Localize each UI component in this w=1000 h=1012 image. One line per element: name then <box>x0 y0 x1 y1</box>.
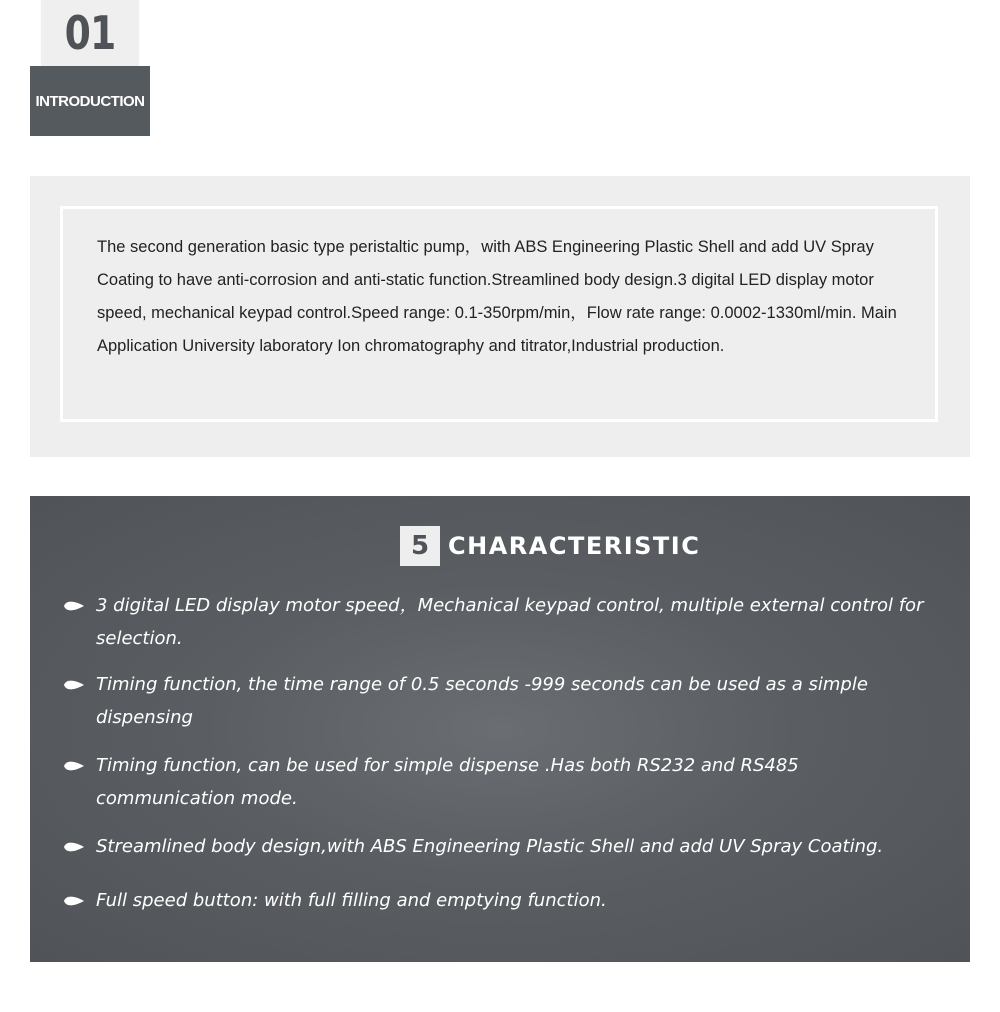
feature-item <box>96 884 926 917</box>
feature-text: Full speed button: with full filling and emptying function. <box>96 890 607 911</box>
feature-text: Timing function, can be used for simple dispense .Has both RS232 and RS485 communication mode. <box>96 755 799 809</box>
feature-item <box>96 589 926 655</box>
feature-item <box>96 668 926 734</box>
section-badge <box>30 0 150 136</box>
leaf-bullet-icon <box>63 841 85 853</box>
introduction-text: The second generation basic type peristaltic pump，with ABS Engineering Plastic Shell and add UV Spray Coating to have anti-corrosion and anti-static function.Streamlined body design.3 digital LED display motor speed, mechanical keypad control.Speed range: 0.1-350rpm/min，Flow rate range: 0.0002-1330ml/min. Main Application University laboratory Ion chromatography and titrator,Industrial production. <box>97 238 897 355</box>
introduction-panel <box>30 176 970 457</box>
characteristic-heading <box>400 526 700 566</box>
feature-item <box>96 749 926 815</box>
leaf-bullet-icon <box>63 895 85 907</box>
section-number: 01 <box>41 0 139 66</box>
feature-item <box>96 830 926 863</box>
section-label: INTRODUCTION <box>30 66 150 136</box>
leaf-bullet-icon <box>63 679 85 691</box>
characteristic-title: CHARACTERISTIC <box>448 532 701 560</box>
introduction-box <box>60 206 938 422</box>
feature-text: Streamlined body design,with ABS Engineering Plastic Shell and add UV Spray Coating. <box>96 836 884 857</box>
feature-text: Timing function, the time range of 0.5 seconds -999 seconds can be used as a simple dispensing <box>96 674 868 728</box>
leaf-bullet-icon <box>63 600 85 612</box>
leaf-bullet-icon <box>63 760 85 772</box>
feature-text: 3 digital LED display motor speed，Mechanical keypad control, multiple external control for selection. <box>96 595 924 649</box>
characteristic-number: 5 <box>400 526 440 566</box>
characteristic-panel <box>30 496 970 962</box>
